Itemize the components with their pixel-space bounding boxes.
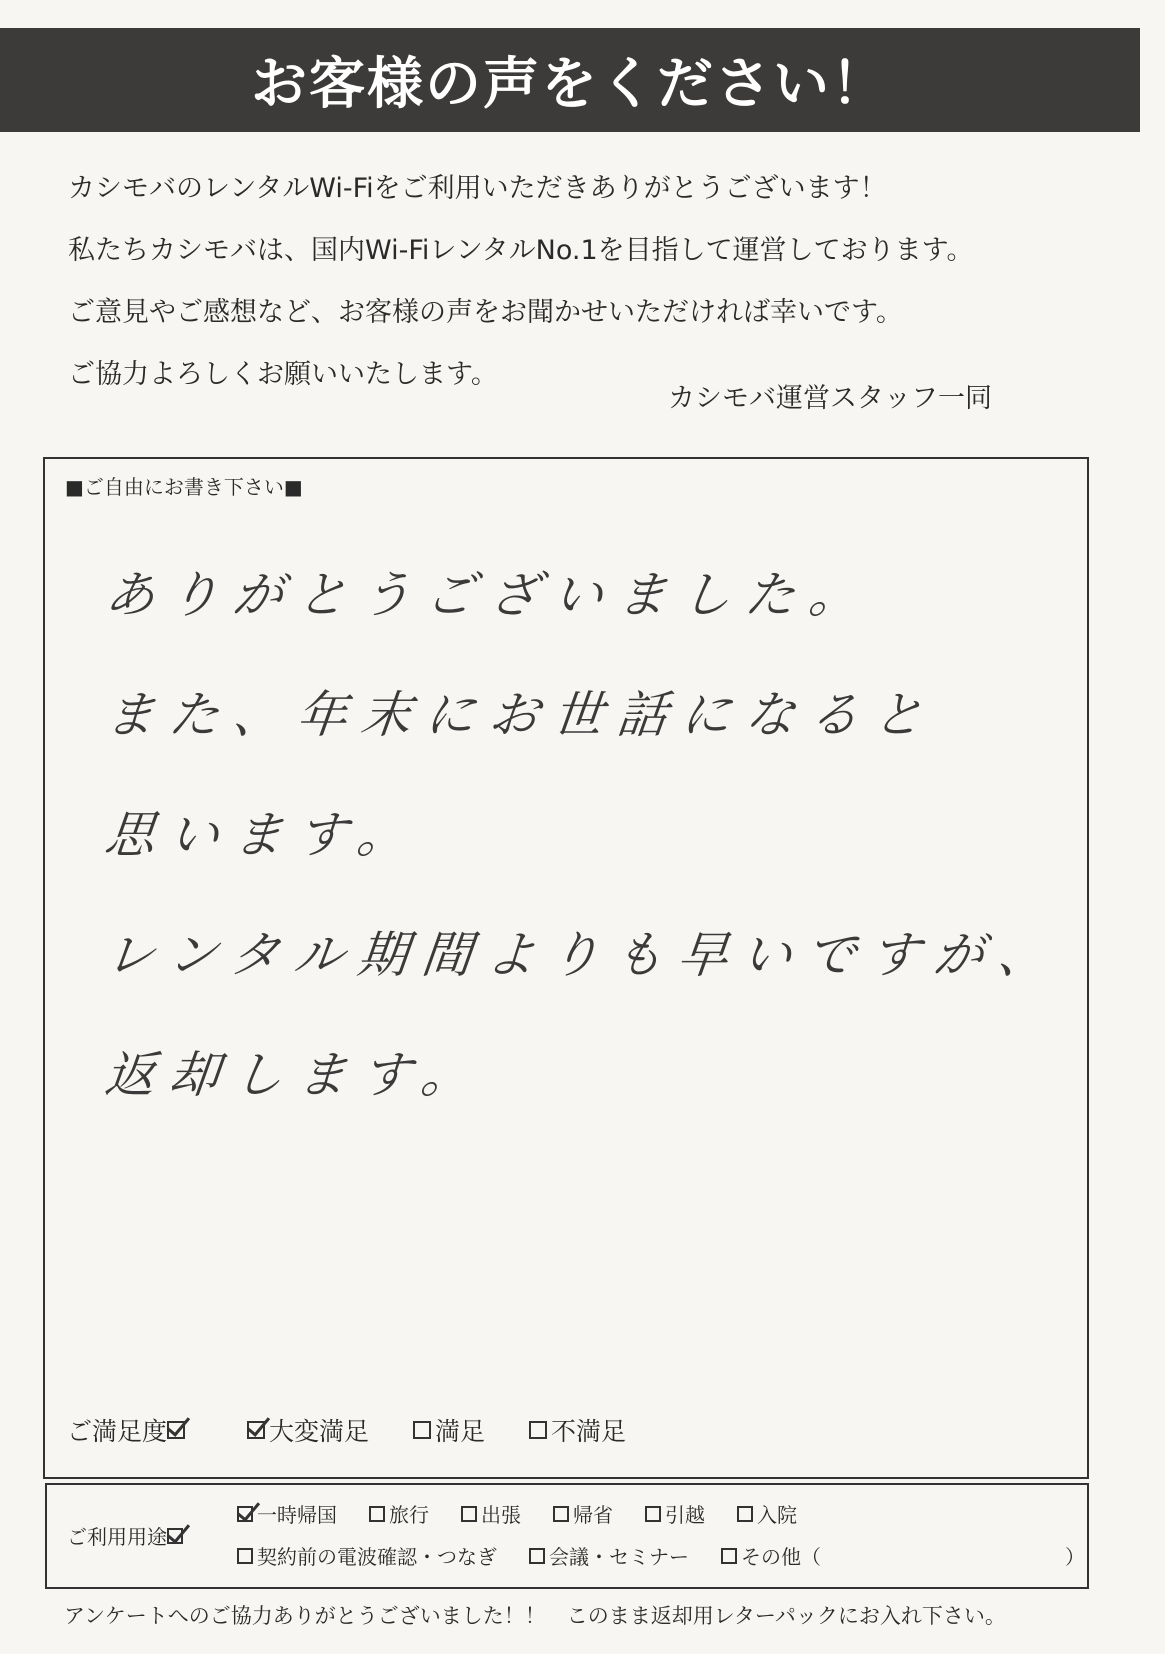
usage-option-meeting-seminar[interactable]: 会議・セミナー [529, 1541, 689, 1570]
checkbox-icon[interactable] [413, 1421, 431, 1439]
usage-option-travel[interactable]: 旅行 [369, 1499, 429, 1528]
satisfaction-option-very-satisfied[interactable]: 大変満足 [247, 1412, 369, 1448]
handwritten-line: また、年末にお世話になると [101, 686, 941, 744]
intro-line: ご協力よろしくお願いいたします。 [68, 359, 498, 390]
satisfaction-option-satisfied[interactable]: 満足 [413, 1412, 485, 1448]
checkbox-icon[interactable] [369, 1506, 385, 1522]
checkbox-icon[interactable] [237, 1548, 253, 1564]
checkbox-icon[interactable] [461, 1506, 477, 1522]
usage-option-signal-check[interactable]: 契約前の電波確認・つなぎ [237, 1541, 497, 1570]
intro-text [68, 158, 1108, 406]
satisfaction-label-checkbox-icon [167, 1421, 185, 1439]
checkbox-icon[interactable] [529, 1548, 545, 1564]
header-banner [0, 28, 1140, 132]
comment-box[interactable] [43, 457, 1089, 1479]
intro-line: 私たちカシモバは、国内Wi-FiレンタルNo.1を目指して運営しております。 [68, 235, 974, 266]
handwritten-line: 思います。 [101, 806, 425, 864]
checkbox-checked-icon[interactable] [247, 1421, 265, 1439]
staff-signature: カシモバ運営スタッフ一同 [668, 383, 992, 414]
intro-line: カシモバのレンタルWi-Fiをご利用いただきありがとうございます！ [68, 173, 887, 204]
usage-options-row-2 [237, 1541, 853, 1570]
intro-line: ご意見やご感想など、お客様の声をお聞かせいただければ幸いです。 [68, 297, 903, 328]
handwritten-comment [101, 535, 1065, 1135]
usage-option-hospitalization[interactable]: 入院 [737, 1499, 797, 1528]
usage-option-business-trip[interactable]: 出張 [461, 1499, 521, 1528]
other-field-close: ） [1065, 1545, 1085, 1569]
checkbox-icon[interactable] [721, 1548, 737, 1564]
usage-option-moving[interactable]: 引越 [645, 1499, 705, 1528]
checkbox-icon[interactable] [529, 1421, 547, 1439]
handwritten-line: 返却します。 [101, 1046, 489, 1104]
usage-option-other[interactable]: その他（ [721, 1541, 821, 1570]
usage-label: ご利用用途 [67, 1521, 187, 1550]
footer-note: アンケートへのご協力ありがとうございました！！ このまま返却用レターパックにお入れ下さい。 [64, 1604, 1006, 1628]
handwritten-line: ありがとうございました。 [101, 566, 877, 624]
satisfaction-option-unsatisfied[interactable]: 不満足 [529, 1412, 626, 1448]
satisfaction-row [67, 1412, 670, 1448]
checkbox-icon[interactable] [645, 1506, 661, 1522]
checkbox-checked-icon[interactable] [237, 1506, 253, 1522]
checkbox-icon[interactable] [737, 1506, 753, 1522]
checkbox-icon[interactable] [553, 1506, 569, 1522]
usage-box [45, 1483, 1089, 1589]
usage-options-row-1 [237, 1499, 829, 1528]
page-title: お客様の声をください！ [251, 52, 889, 117]
usage-label-checkbox-icon [167, 1528, 183, 1544]
handwritten-line: レンタル期間よりも早いですが、 [101, 926, 1065, 984]
satisfaction-label: ご満足度 [67, 1412, 247, 1448]
usage-option-temporary-return[interactable]: 一時帰国 [237, 1499, 337, 1528]
comment-label: ■ご自由にお書き下さい■ [65, 475, 303, 499]
usage-option-homecoming[interactable]: 帰省 [553, 1499, 613, 1528]
